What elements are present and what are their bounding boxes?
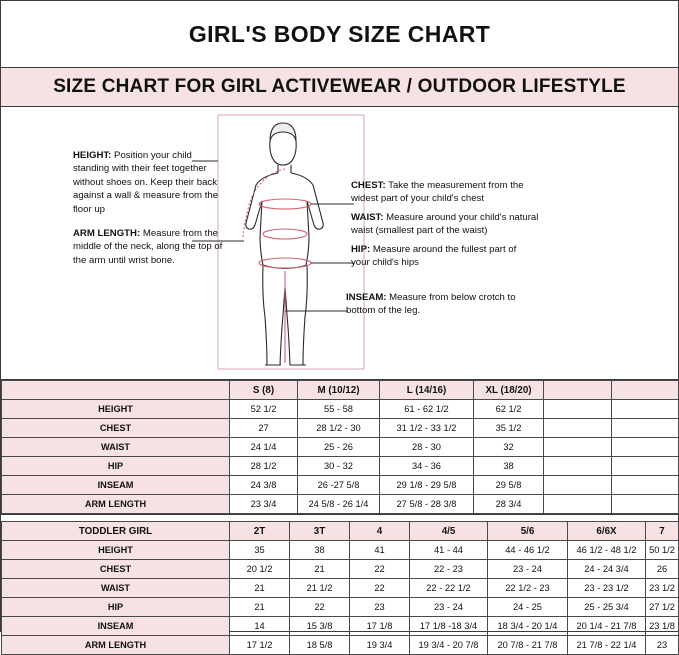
note-arm-length-text: Measure from the middle of the neck, along the top of the arm until wrist bone.: [73, 228, 223, 266]
table-cell: 21: [230, 598, 290, 617]
table-cell: 23 - 24: [488, 560, 568, 579]
table-cell: 24 - 25: [488, 598, 568, 617]
measurement-diagram: [1, 107, 678, 380]
row-header: CHEST: [2, 560, 230, 579]
row-header: WAIST: [2, 579, 230, 598]
note-inseam: [346, 291, 526, 318]
table-cell: 28 1/2 - 30: [298, 419, 380, 438]
table-cell: 23 3/4: [230, 495, 298, 514]
toddler-size-table-head: [2, 522, 679, 541]
table-cell: 55 - 58: [298, 400, 380, 419]
column-header-2: M (10/12): [298, 381, 380, 400]
table-cell: 22: [350, 560, 410, 579]
table-row: [2, 617, 679, 636]
table-cell: [612, 400, 679, 419]
table-cell: 24 3/8: [230, 476, 298, 495]
girl-size-table-wrap: [1, 380, 678, 515]
note-arm-length: [73, 227, 225, 267]
girl-body-figure-icon: [206, 111, 381, 373]
table-cell: 62 1/2: [474, 400, 544, 419]
table-header-row: [2, 381, 679, 400]
table-row: [2, 579, 679, 598]
table-corner-label: [2, 381, 230, 400]
table-cell: 30 - 32: [298, 457, 380, 476]
toddler-size-table: [1, 521, 679, 655]
table-cell: 29 5/8: [474, 476, 544, 495]
table-header-row: [2, 522, 679, 541]
row-header: HEIGHT: [2, 400, 230, 419]
table-row: [2, 476, 679, 495]
note-height: [73, 149, 223, 216]
table-cell: [544, 457, 612, 476]
table-cell: 23: [646, 636, 679, 655]
row-header: HIP: [2, 598, 230, 617]
toddler-size-table-body: [2, 541, 679, 655]
table-cell: 50 1/2: [646, 541, 679, 560]
table-cell: 14: [230, 617, 290, 636]
table-cell: [544, 438, 612, 457]
row-header: INSEAM: [2, 476, 230, 495]
table-cell: 44 - 46 1/2: [488, 541, 568, 560]
table-cell: 32: [474, 438, 544, 457]
table-cell: 24 - 24 3/4: [568, 560, 646, 579]
table-cell: 24 1/4: [230, 438, 298, 457]
table-cell: 17 1/8: [350, 617, 410, 636]
table-row: [2, 636, 679, 655]
column-header-5: [544, 381, 612, 400]
column-header-7: 7: [646, 522, 679, 541]
table-cell: 20 1/2: [230, 560, 290, 579]
note-hip: [351, 243, 531, 270]
table-cell: 46 1/2 - 48 1/2: [568, 541, 646, 560]
column-header-3: L (14/16): [380, 381, 474, 400]
table-cell: 25 - 25 3/4: [568, 598, 646, 617]
table-cell: 52 1/2: [230, 400, 298, 419]
table-cell: 26 -27 5/8: [298, 476, 380, 495]
girl-size-table-body: [2, 400, 679, 514]
table-cell: 41 - 44: [410, 541, 488, 560]
table-cell: 22 - 22 1/2: [410, 579, 488, 598]
girl-size-table: [1, 380, 679, 514]
column-header-3: 4: [350, 522, 410, 541]
table-cell: 20 1/4 - 21 7/8: [568, 617, 646, 636]
row-header: INSEAM: [2, 617, 230, 636]
note-hip-text: Measure around the fullest part of your child's hips: [351, 244, 517, 269]
row-header: CHEST: [2, 419, 230, 438]
note-waist: [351, 211, 543, 238]
table-corner-label: TODDLER GIRL: [2, 522, 230, 541]
table-cell: 61 - 62 1/2: [380, 400, 474, 419]
toddler-size-table-wrap: [1, 521, 678, 655]
note-chest: [351, 179, 531, 206]
page-title: GIRL'S BODY SIZE CHART: [188, 20, 491, 47]
note-height-label: HEIGHT:: [73, 150, 112, 161]
table-cell: 17 1/8 -18 3/4: [410, 617, 488, 636]
table-cell: 27: [230, 419, 298, 438]
table-cell: 18 3/4 - 20 1/4: [488, 617, 568, 636]
column-header-2: 3T: [290, 522, 350, 541]
table-cell: [612, 476, 679, 495]
girl-size-table-head: [2, 381, 679, 400]
table-row: [2, 400, 679, 419]
table-cell: 27 5/8 - 28 3/8: [380, 495, 474, 514]
table-cell: [612, 457, 679, 476]
chart-title-bar: [1, 1, 678, 68]
table-cell: 29 1/8 - 29 5/8: [380, 476, 474, 495]
table-cell: 20 7/8 - 21 7/8: [488, 636, 568, 655]
table-cell: 38: [474, 457, 544, 476]
table-cell: 17 1/2: [230, 636, 290, 655]
note-waist-text: Measure around your child's natural waist (smallest part of the waist): [351, 212, 539, 237]
table-cell: 19 3/4: [350, 636, 410, 655]
table-cell: 22 - 23: [410, 560, 488, 579]
table-cell: 23 - 23 1/2: [568, 579, 646, 598]
table-cell: 38: [290, 541, 350, 560]
column-header-4: 4/5: [410, 522, 488, 541]
row-header: ARM LENGTH: [2, 495, 230, 514]
table-cell: 34 - 36: [380, 457, 474, 476]
table-cell: 24 5/8 - 26 1/4: [298, 495, 380, 514]
table-row: [2, 598, 679, 617]
page-subtitle: SIZE CHART FOR GIRL ACTIVEWEAR / OUTDOOR LIFESTYLE: [53, 76, 626, 97]
row-header: HEIGHT: [2, 541, 230, 560]
table-row: [2, 495, 679, 514]
table-row: [2, 541, 679, 560]
note-inseam-text: Measure from below crotch to bottom of the leg.: [346, 292, 516, 317]
table-cell: 28 - 30: [380, 438, 474, 457]
table-cell: 21 1/2: [290, 579, 350, 598]
table-row: [2, 438, 679, 457]
column-header-1: S (8): [230, 381, 298, 400]
table-cell: [544, 400, 612, 419]
table-cell: 23 - 24: [410, 598, 488, 617]
note-hip-label: HIP:: [351, 244, 371, 255]
chart-subtitle-bar: [1, 68, 678, 107]
table-cell: 19 3/4 - 20 7/8: [410, 636, 488, 655]
table-cell: [544, 419, 612, 438]
column-header-6: 6/6X: [568, 522, 646, 541]
table-cell: 25 - 26: [298, 438, 380, 457]
table-cell: [612, 438, 679, 457]
column-header-5: 5/6: [488, 522, 568, 541]
table-cell: 21 7/8 - 22 1/4: [568, 636, 646, 655]
note-height-text: Position your child standing with their feet together without shoes on. Keep their back against a wall & measure from the floor up: [73, 150, 219, 215]
table-cell: 28 3/4: [474, 495, 544, 514]
table-cell: [544, 495, 612, 514]
note-waist-label: WAIST:: [351, 212, 384, 223]
table-cell: 15 3/8: [290, 617, 350, 636]
table-cell: [612, 419, 679, 438]
table-cell: 31 1/2 - 33 1/2: [380, 419, 474, 438]
table-cell: 22: [350, 579, 410, 598]
column-header-6: [612, 381, 679, 400]
row-header: ARM LENGTH: [2, 636, 230, 655]
table-cell: 22 1/2 - 23: [488, 579, 568, 598]
table-cell: 41: [350, 541, 410, 560]
table-cell: [612, 495, 679, 514]
table-cell: 21: [290, 560, 350, 579]
table-row: [2, 457, 679, 476]
table-cell: 35: [230, 541, 290, 560]
table-cell: 18 5/8: [290, 636, 350, 655]
table-cell: 26: [646, 560, 679, 579]
table-cell: [544, 476, 612, 495]
table-cell: 23 1/2: [646, 579, 679, 598]
table-cell: 35 1/2: [474, 419, 544, 438]
note-chest-text: Take the measurement from the widest part of your child's chest: [351, 180, 524, 205]
table-cell: 28 1/2: [230, 457, 298, 476]
table-cell: 21: [230, 579, 290, 598]
row-header: WAIST: [2, 438, 230, 457]
table-cell: 23 1/8: [646, 617, 679, 636]
column-header-4: XL (18/20): [474, 381, 544, 400]
column-header-1: 2T: [230, 522, 290, 541]
table-cell: 22: [290, 598, 350, 617]
note-arm-length-label: ARM LENGTH:: [73, 228, 141, 239]
row-header: HIP: [2, 457, 230, 476]
note-chest-label: CHEST:: [351, 180, 386, 191]
table-row: [2, 560, 679, 579]
table-cell: 23: [350, 598, 410, 617]
table-row: [2, 419, 679, 438]
note-inseam-label: INSEAM:: [346, 292, 387, 303]
table-cell: 27 1/2: [646, 598, 679, 617]
